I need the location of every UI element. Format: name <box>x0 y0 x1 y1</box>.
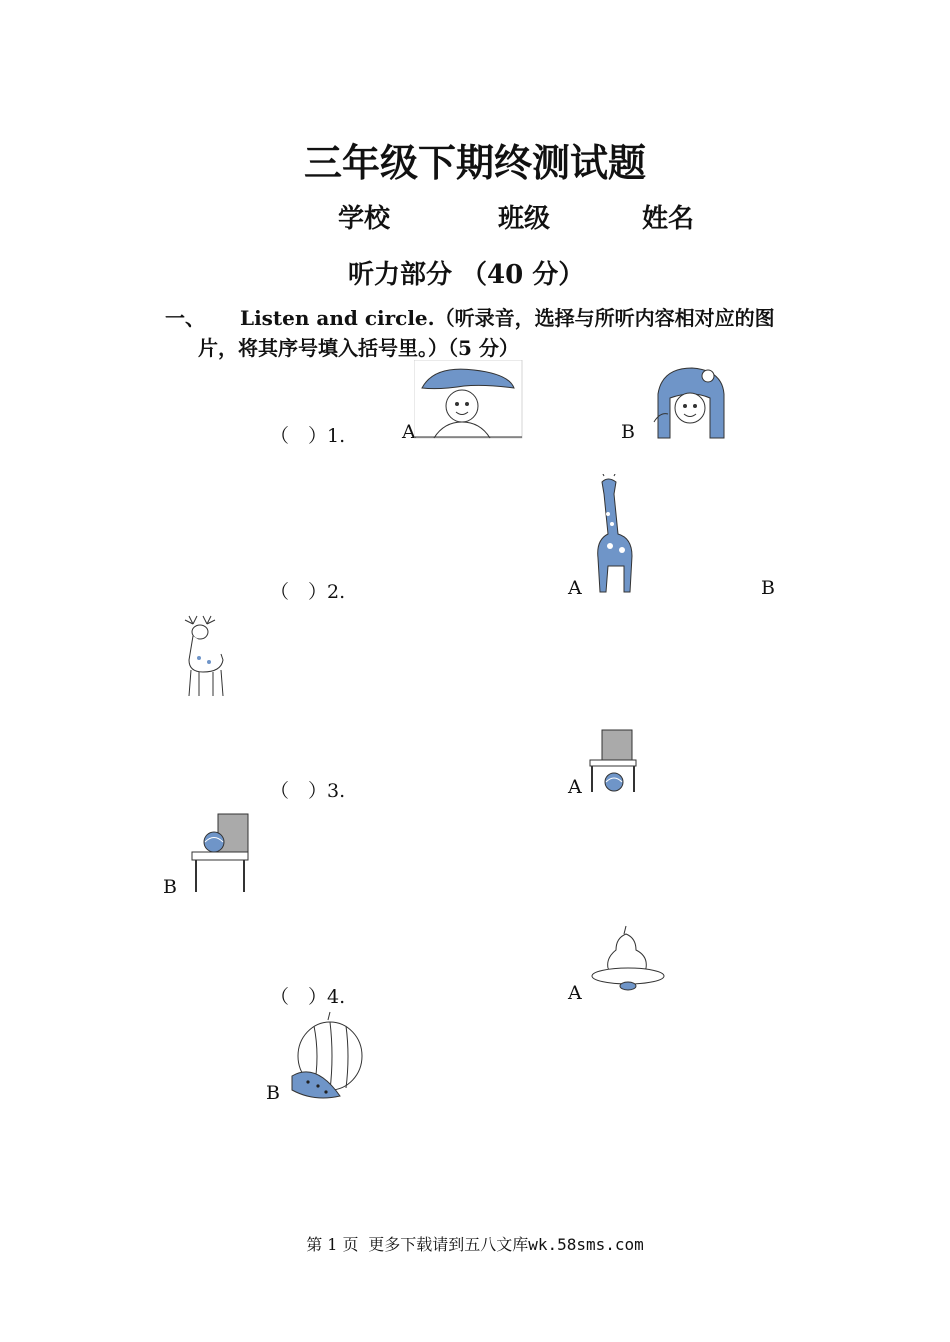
section-number: 一、 <box>165 306 205 330</box>
question-3-blank: （ ）3. <box>270 780 346 802</box>
question-4-blank: （ ）4. <box>270 986 346 1008</box>
q2-option-a-label: A <box>568 577 582 599</box>
question-1-blank: （ ）1. <box>270 425 346 447</box>
section-instruction-line1 <box>240 302 775 331</box>
watermelon-image <box>290 1010 366 1102</box>
q2-option-b-label: B <box>761 577 775 599</box>
page-title: 三年级下期终测试题 <box>303 140 646 185</box>
q4-option-b-label: B <box>266 1082 280 1104</box>
chair-ball-under-image <box>586 728 650 794</box>
q4-option-a-label: A <box>568 982 582 1004</box>
footer-site[interactable]: wk.58sms.com <box>528 1235 644 1254</box>
q3-option-b-label: B <box>163 876 177 898</box>
instruction-zh-1: （听录音，选择与所听内容相对应的图 <box>434 306 775 330</box>
boy-hat-image <box>414 360 524 440</box>
girl-image <box>648 364 736 440</box>
listening-heading: 听力部分 （40 分） <box>348 260 585 290</box>
q3-option-a-label: A <box>568 776 582 798</box>
school-field: 学校 <box>338 204 391 234</box>
giraffe-image <box>588 474 640 596</box>
name-field: 姓名 <box>642 204 695 234</box>
page-footer <box>0 1232 950 1255</box>
footer-page: 第 1 页 <box>306 1235 359 1254</box>
deer-image <box>163 614 235 698</box>
instruction-zh-2: 片，将其序号填入括号里。）（5 分） <box>198 336 519 360</box>
instruction-en: Listen and circle. <box>240 306 435 330</box>
footer-text: 更多下载请到五八文库 <box>368 1235 529 1254</box>
q1-option-b-label: B <box>621 421 635 443</box>
q1-option-a-label: A <box>402 421 416 443</box>
chair-ball-on-image <box>188 812 264 894</box>
class-field: 班级 <box>498 204 551 234</box>
question-2-blank: （ ）2. <box>270 581 346 603</box>
pear-on-plate-image <box>586 924 670 996</box>
